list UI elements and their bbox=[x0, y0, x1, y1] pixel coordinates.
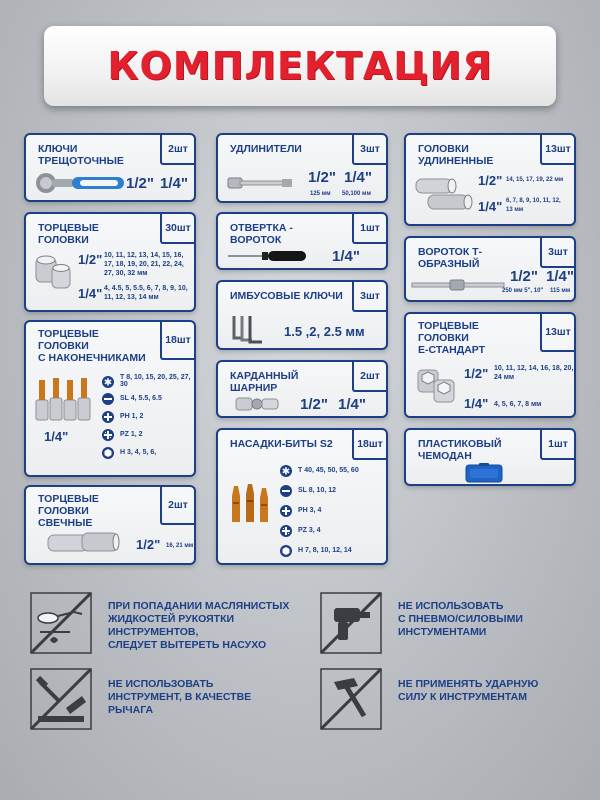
card-e-sockets bbox=[404, 312, 576, 418]
pneumatic-tool-icon bbox=[320, 592, 382, 654]
card-header bbox=[406, 314, 574, 356]
size-list: 6, 7, 8, 9, 10, 11, 12, 13 мм bbox=[506, 198, 561, 213]
legend-text: PZ 3, 4 bbox=[298, 526, 321, 534]
legend-text: PH 3, 4 bbox=[298, 506, 322, 514]
card-title: КЛЮЧИ ТРЕЩОТОЧНЫЕ bbox=[38, 143, 124, 167]
page-title: КОМПЛЕКТАЦИЯ bbox=[107, 44, 493, 88]
title-banner bbox=[44, 26, 556, 106]
legend-text: PH 1, 2 bbox=[120, 412, 144, 420]
spark-socket-icon bbox=[46, 531, 120, 555]
e-sockets-icon bbox=[414, 366, 458, 406]
card-title-line: ТОРЦЕВЫЕ ГОЛОВКИ bbox=[418, 320, 479, 344]
card-title: КАРДАННЫЙ ШАРНИР bbox=[230, 370, 299, 394]
warning-line: ПРИ ПОПАДАНИИ МАСЛЯНИСТЫХ bbox=[108, 600, 290, 612]
extension-icon bbox=[226, 175, 296, 191]
warning-line: СИЛУ К ИНСТРУМЕНТАМ bbox=[398, 691, 527, 703]
card-count: 3шт bbox=[352, 282, 386, 312]
svg-text:✱: ✱ bbox=[281, 466, 291, 477]
card-header bbox=[406, 135, 574, 165]
card-count: 3шт bbox=[352, 135, 386, 165]
size-list: 16, 21 мм bbox=[166, 543, 194, 549]
torx-icon bbox=[280, 464, 292, 476]
card-spark-sockets bbox=[24, 485, 196, 565]
card-header bbox=[26, 214, 194, 244]
pozidriv-icon bbox=[102, 428, 114, 440]
card-title bbox=[406, 314, 540, 356]
pozidriv-icon bbox=[280, 524, 292, 536]
size-list: 10, 11, 12, 13, 14, 15, 16, 17, 18, 19, 20, 21, 22, 24, 27, 30, 32 мм bbox=[104, 252, 184, 277]
card-title: ИМБУСОВЫЕ КЛЮЧИ bbox=[230, 290, 343, 302]
card-header bbox=[218, 362, 386, 392]
card-t-handle bbox=[404, 236, 576, 302]
card-count: 3шт bbox=[540, 238, 574, 268]
legend-text: H 3, 4, 5, 6, bbox=[120, 448, 157, 456]
card-bit-sockets bbox=[24, 320, 196, 477]
size-label: 1/2" bbox=[126, 175, 154, 192]
svg-text:✱: ✱ bbox=[103, 377, 113, 388]
card-title-line: ТОРЦЕВЫЕ ГОЛОВКИ bbox=[38, 493, 99, 517]
card-bits bbox=[216, 428, 388, 565]
length-label: 250 мм 5", 10" bbox=[502, 288, 544, 294]
ujoint-icon bbox=[234, 394, 280, 414]
card-ratchet bbox=[24, 133, 196, 202]
card-count: 30шт bbox=[160, 214, 194, 244]
warning-text bbox=[398, 600, 523, 639]
size-label: 1/2" bbox=[78, 252, 103, 267]
card-title: ВОРОТОК Т-ОБРАЗНЫЙ bbox=[418, 246, 483, 270]
size-label: 1/2" bbox=[300, 396, 328, 413]
legend-text: SL 8, 10, 12 bbox=[298, 486, 337, 494]
legend-pozidriv bbox=[102, 428, 143, 440]
card-header bbox=[26, 487, 194, 529]
screwdriver-icon bbox=[226, 248, 310, 264]
warning-line: ИНСТУМЕНТАМИ bbox=[398, 626, 487, 638]
size-label: 1.5 ,2, 2.5 мм bbox=[284, 324, 365, 339]
size-label: 1/2" bbox=[510, 268, 538, 285]
card-title: ГОЛОВКИ УДЛИНЕННЫЕ bbox=[418, 143, 494, 167]
warning-line: С ПНЕВМО/СИЛОВЫМИ bbox=[398, 613, 523, 625]
card-header bbox=[218, 214, 386, 244]
warning-text bbox=[108, 678, 251, 717]
slotted-icon bbox=[280, 484, 292, 496]
legend-pozidriv bbox=[280, 524, 321, 536]
torx-icon bbox=[102, 375, 114, 387]
warning-line: НЕ ИСПОЛЬЗОВАТЬ bbox=[108, 678, 214, 690]
size-list: 4, 4.5, 5, 5.5, 6, 7, 8, 9, 10, 11, 12, 13, 14 мм bbox=[104, 285, 188, 301]
hammer-icon bbox=[320, 668, 382, 730]
size-list: 14, 15, 17, 19, 22 мм bbox=[506, 177, 564, 183]
case-icon bbox=[464, 462, 504, 484]
warning-text bbox=[398, 678, 538, 704]
size-label: 1/4" bbox=[78, 286, 103, 301]
bit-sockets-icon bbox=[34, 374, 96, 422]
size-label: 1/4" bbox=[464, 396, 489, 411]
card-title-line: С НАКОНЕЧНИКАМИ bbox=[38, 352, 146, 364]
card-title bbox=[26, 487, 160, 529]
legend-slotted bbox=[102, 392, 162, 404]
length-label: 125 мм bbox=[310, 191, 331, 197]
card-title: ПЛАСТИКОВЫЙ ЧЕМОДАН bbox=[418, 438, 502, 462]
legend-slotted bbox=[280, 484, 336, 496]
legend-phillips bbox=[280, 504, 321, 516]
ratchet-icon bbox=[32, 169, 132, 197]
warning-line: РЫЧАГА bbox=[108, 704, 154, 716]
card-count: 18шт bbox=[160, 322, 194, 360]
card-title bbox=[26, 322, 160, 364]
card-title-line: СВЕЧНЫЕ bbox=[38, 517, 93, 529]
size-list: 4, 5, 6, 7, 8 мм bbox=[494, 401, 542, 408]
card-ujoint bbox=[216, 360, 388, 418]
card-title: ТОРЦЕВЫЕ ГОЛОВКИ bbox=[38, 222, 99, 246]
card-sockets bbox=[24, 212, 196, 312]
warning-line: ИНСТРУМЕНТ, В КАЧЕСТВЕ bbox=[108, 691, 252, 703]
card-extensions bbox=[216, 133, 388, 203]
card-count: 1шт bbox=[540, 430, 574, 460]
card-title: УДЛИНИТЕЛИ bbox=[230, 143, 302, 155]
legend-torx bbox=[280, 464, 359, 476]
sockets-icon bbox=[34, 254, 74, 292]
warning-line: НЕ ПРИМЕНЯТЬ УДАРНУЮ bbox=[398, 678, 539, 690]
size-label: 1/2" bbox=[308, 169, 336, 186]
length-label: 115 мм bbox=[550, 288, 571, 294]
card-count: 2шт bbox=[352, 362, 386, 392]
legend-text: H 7, 8, 10, 12, 14 bbox=[298, 546, 352, 554]
legend-hex bbox=[280, 544, 352, 556]
card-header bbox=[406, 430, 574, 460]
phillips-icon bbox=[280, 504, 292, 516]
legend-text: SL 4, 5.5, 6.5 bbox=[120, 394, 162, 402]
legend-hex bbox=[102, 446, 156, 458]
slotted-icon bbox=[102, 392, 114, 404]
card-case bbox=[404, 428, 576, 486]
size-label: 1/4" bbox=[160, 175, 188, 192]
card-title: НАСАДКИ-БИТЫ S2 bbox=[230, 438, 333, 450]
oil-wipe-icon bbox=[30, 592, 92, 654]
size-label: 1/4" bbox=[478, 199, 503, 214]
card-count: 18шт bbox=[352, 430, 386, 460]
size-list: 10, 11, 12, 14, 16, 18, 20, 24 мм bbox=[494, 365, 574, 381]
card-title-line: ТОРЦЕВЫЕ ГОЛОВКИ bbox=[38, 328, 99, 352]
t-handle-icon bbox=[410, 278, 508, 292]
legend-torx bbox=[102, 374, 194, 388]
hex-icon bbox=[280, 544, 292, 556]
warning-text bbox=[108, 600, 289, 652]
card-count: 2шт bbox=[160, 487, 194, 525]
legend-text: T 8, 10, 15, 20, 25, 27, 30 bbox=[120, 374, 191, 388]
bits-icon bbox=[228, 482, 274, 526]
hex-icon bbox=[102, 446, 114, 458]
card-count: 2шт bbox=[160, 135, 194, 165]
card-header bbox=[406, 238, 574, 268]
card-header bbox=[26, 135, 194, 165]
legend-text: T 40, 45, 50, 55, 60 bbox=[298, 466, 359, 474]
warning-line: СЛЕДУЕТ ВЫТЕРЕТЬ НАСУХО bbox=[108, 639, 267, 651]
length-label: 50,100 мм bbox=[342, 191, 371, 197]
legend-text: PZ 1, 2 bbox=[120, 430, 143, 438]
card-title: ОТВЕРТКА - ВОРОТОК bbox=[230, 222, 293, 246]
card-header bbox=[218, 135, 386, 165]
hex-keys-icon bbox=[228, 312, 268, 346]
phillips-icon bbox=[102, 410, 114, 422]
warning-line: ИНСТРУМЕНТОВ, bbox=[108, 626, 199, 638]
legend-phillips bbox=[102, 410, 143, 422]
card-deep-sockets bbox=[404, 133, 576, 226]
size-label: 1/2" bbox=[464, 366, 489, 381]
warning-line: ЖИДКОСТЕЙ РУКОЯТКИ bbox=[108, 613, 235, 625]
size-label: 1/2" bbox=[136, 537, 161, 552]
card-screwdriver bbox=[216, 212, 388, 270]
card-count: 1шт bbox=[352, 214, 386, 244]
card-header bbox=[218, 282, 386, 312]
size-label: 1/2" bbox=[478, 173, 503, 188]
size-label: 1/4" bbox=[332, 248, 360, 265]
deep-sockets-icon bbox=[414, 175, 474, 213]
card-header bbox=[218, 430, 386, 460]
warning-line: НЕ ИСПОЛЬЗОВАТЬ bbox=[398, 600, 504, 612]
card-header bbox=[26, 322, 194, 364]
size-label: 1/4" bbox=[44, 429, 69, 444]
lever-icon bbox=[30, 668, 92, 730]
card-count: 13шт bbox=[540, 314, 574, 352]
card-hex-keys bbox=[216, 280, 388, 350]
size-label: 1/4" bbox=[338, 396, 366, 413]
card-count: 13шт bbox=[540, 135, 574, 165]
card-title-line: E-СТАНДАРТ bbox=[418, 344, 486, 356]
size-label: 1/4" bbox=[546, 268, 574, 285]
size-label: 1/4" bbox=[344, 169, 372, 186]
